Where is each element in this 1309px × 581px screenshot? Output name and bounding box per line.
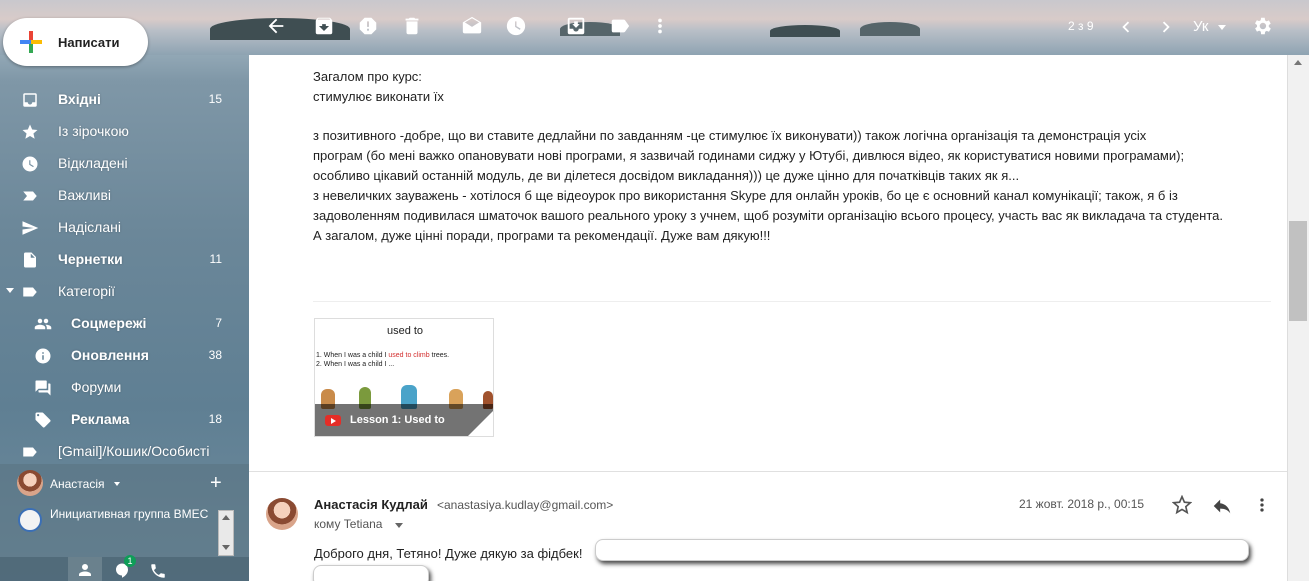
message-view <box>249 55 1287 581</box>
add-icon[interactable]: + <box>210 472 222 494</box>
chevron-left-icon <box>1115 16 1137 38</box>
more-button[interactable] <box>649 15 671 37</box>
info-icon <box>34 347 52 363</box>
sidebar-item-promotions[interactable] <box>0 403 249 435</box>
delete-icon <box>401 15 423 37</box>
sidebar-item-label: Оновлення <box>71 347 149 363</box>
unread-count: 7 <box>215 316 222 330</box>
input-tools-button[interactable] <box>1193 17 1233 37</box>
archive-icon <box>313 15 335 37</box>
sidebar-item-label: Надіслані <box>58 219 121 235</box>
snooze-icon <box>505 15 527 37</box>
person-icon <box>76 561 94 579</box>
report-spam-icon <box>357 15 379 37</box>
caret-down-icon[interactable] <box>6 288 14 293</box>
sidebar-item-label: Соцмережі <box>71 315 147 331</box>
sidebar-item-label: Чернетки <box>58 251 123 267</box>
more-icon <box>649 15 671 37</box>
attachment-corner <box>466 411 493 437</box>
unread-count: 15 <box>208 92 222 106</box>
important-icon <box>21 187 39 203</box>
sidebar-item-sent[interactable] <box>0 211 249 243</box>
redacted-block <box>595 539 1249 561</box>
inbox-icon <box>21 91 39 107</box>
slide-text: trees. <box>429 352 450 359</box>
send-icon <box>21 219 39 235</box>
reply-icon[interactable] <box>1211 495 1233 517</box>
message-date: 21 жовт. 2018 р., 00:15 <box>1019 497 1145 511</box>
message-line: стимулює виконати їх <box>313 89 444 104</box>
hangouts-contact[interactable]: Инициативная группа ВМЕС <box>50 507 209 521</box>
group-avatar[interactable] <box>18 508 42 532</box>
message-divider <box>249 471 1287 472</box>
scrollbar-thumb[interactable] <box>1289 221 1307 321</box>
language-label: Ук <box>1193 18 1209 35</box>
settings-button[interactable] <box>1251 15 1273 37</box>
more-icon[interactable] <box>1252 495 1272 515</box>
slide-line-1 <box>316 352 449 359</box>
pager-text: 2 з 9 <box>1068 19 1094 33</box>
sender-email: <anastasiya.kudlay@gmail.com> <box>437 498 614 512</box>
main-scrollbar[interactable] <box>1287 55 1309 581</box>
message-line: Загалом про курс: <box>313 69 422 84</box>
back-icon <box>265 15 287 37</box>
plus-icon <box>20 31 42 53</box>
message-line: А загалом, дуже цінні поради, програми та рекомендації. Дуже вам дякую!!! <box>313 228 771 243</box>
slide-line-2: 2. When I was a child I ... <box>316 361 395 368</box>
recipient-label: кому Tetiana <box>314 517 383 531</box>
phone-icon[interactable] <box>149 562 167 580</box>
sidebar-item-label: Форуми <box>71 379 122 395</box>
notification-badge: 1 <box>124 555 136 567</box>
tag-icon <box>34 411 52 427</box>
slide-highlight: used to climb <box>388 352 430 359</box>
star-icon[interactable] <box>1172 495 1192 515</box>
label-icon <box>21 283 39 299</box>
gear-icon <box>1251 15 1273 37</box>
label-icon <box>21 443 39 459</box>
forum-icon <box>34 379 52 395</box>
scroll-up-icon[interactable] <box>222 515 230 520</box>
message-line: задоволенням подивилася шматочок вашого реального уроку з учнем, щоб розуміти організацію всього процесу, участь вас як викладача та студента. <box>313 208 1223 223</box>
youtube-icon <box>325 415 341 426</box>
message-line: з невеличких зауважень - хотілося б ще відеоурок про використання Skype для онлайн уроків, бо це є основний канал комунікації; також, я б із <box>313 188 1178 203</box>
hangouts-scrollbar[interactable] <box>218 510 234 556</box>
caret-down-icon <box>1218 25 1226 30</box>
show-details-icon[interactable] <box>395 523 403 528</box>
sidebar-item-label: Реклама <box>71 411 130 427</box>
mark-unread-button[interactable] <box>461 15 483 37</box>
chevron-right-icon <box>1155 16 1177 38</box>
older-button[interactable] <box>1155 16 1177 38</box>
video-title: Lesson 1: Used to <box>350 414 445 426</box>
sidebar-item-drafts[interactable] <box>0 243 249 275</box>
slide-text: 1. When I was a child I <box>316 352 389 359</box>
sender-name[interactable]: Анастасія Кудлай <box>314 497 428 512</box>
message-line: програм (бо мені важко опановувати нові програми, я зазвичай годинами сиджу у Ютубі, дивлюся відео, як користуватися новими програмами); <box>313 148 1185 163</box>
unread-count: 11 <box>209 252 222 266</box>
hangouts-user-name[interactable]: Анастасія <box>50 477 105 491</box>
slide-title: used to <box>386 325 424 337</box>
divider <box>313 301 1271 302</box>
avatar[interactable] <box>17 470 43 496</box>
clock-icon <box>21 155 39 171</box>
move-to-inbox-icon <box>565 15 587 37</box>
label-button[interactable] <box>609 15 631 37</box>
mark-unread-icon <box>461 15 483 37</box>
sidebar-item-updates[interactable] <box>0 339 249 371</box>
newer-button[interactable] <box>1115 16 1137 38</box>
compose-label: Написати <box>58 35 120 50</box>
compose-button[interactable] <box>3 18 148 66</box>
sidebar-item-label: Категорії <box>58 283 116 299</box>
sidebar-item-label: [Gmail]/Кошик/Особисті <box>58 443 210 459</box>
sidebar-item-categories[interactable] <box>0 275 249 307</box>
sidebar-item-label: Вхідні <box>58 91 101 107</box>
sidebar-item-social[interactable] <box>0 307 249 339</box>
sidebar-item-trash-personal[interactable] <box>0 435 249 467</box>
message-line: з позитивного -добре, що ви ставите дедлайни по завданням -це стимулює їх виконувати)) також логічна організація та демонстрація усіх <box>313 128 1147 143</box>
hangouts-tabs <box>0 557 249 581</box>
sidebar-item-important[interactable] <box>0 179 249 211</box>
sidebar-item-label: Із зірочкою <box>58 123 129 139</box>
snooze-button[interactable] <box>505 15 527 37</box>
report-spam-button[interactable] <box>357 15 379 37</box>
sender-avatar[interactable] <box>266 498 298 530</box>
unread-count: 38 <box>208 348 222 362</box>
sidebar-item-label: Важливі <box>58 187 112 203</box>
message-line: особливо цікавий останній модуль, де ви ділетеся досвідом викладання))) це дуже цінно для початківців таких як я... <box>313 168 1020 183</box>
redacted-block <box>313 565 429 581</box>
contacts-tab[interactable] <box>68 557 102 581</box>
video-attachment[interactable] <box>314 318 494 437</box>
archive-button[interactable] <box>313 15 335 37</box>
move-to-button[interactable] <box>565 15 587 37</box>
draft-icon <box>21 251 39 267</box>
delete-button[interactable] <box>401 15 423 37</box>
sidebar-item-forums[interactable] <box>0 371 249 403</box>
sidebar-item-snoozed[interactable] <box>0 147 249 179</box>
scroll-down-icon[interactable] <box>222 545 230 550</box>
reply-text: Доброго дня, Тетяно! Дуже дякую за фідбек! <box>314 546 583 561</box>
people-icon <box>34 315 52 331</box>
label-icon <box>609 15 631 37</box>
sidebar-item-starred[interactable] <box>0 115 249 147</box>
hangouts-panel <box>0 464 249 581</box>
unread-count: 18 <box>208 412 222 426</box>
sidebar-item-label: Відкладені <box>58 155 128 171</box>
back-button[interactable] <box>265 15 287 37</box>
caret-down-icon[interactable] <box>114 482 120 486</box>
sidebar-item-inbox[interactable] <box>0 83 249 115</box>
star-icon <box>21 123 39 139</box>
scroll-up-icon[interactable] <box>1294 60 1302 65</box>
